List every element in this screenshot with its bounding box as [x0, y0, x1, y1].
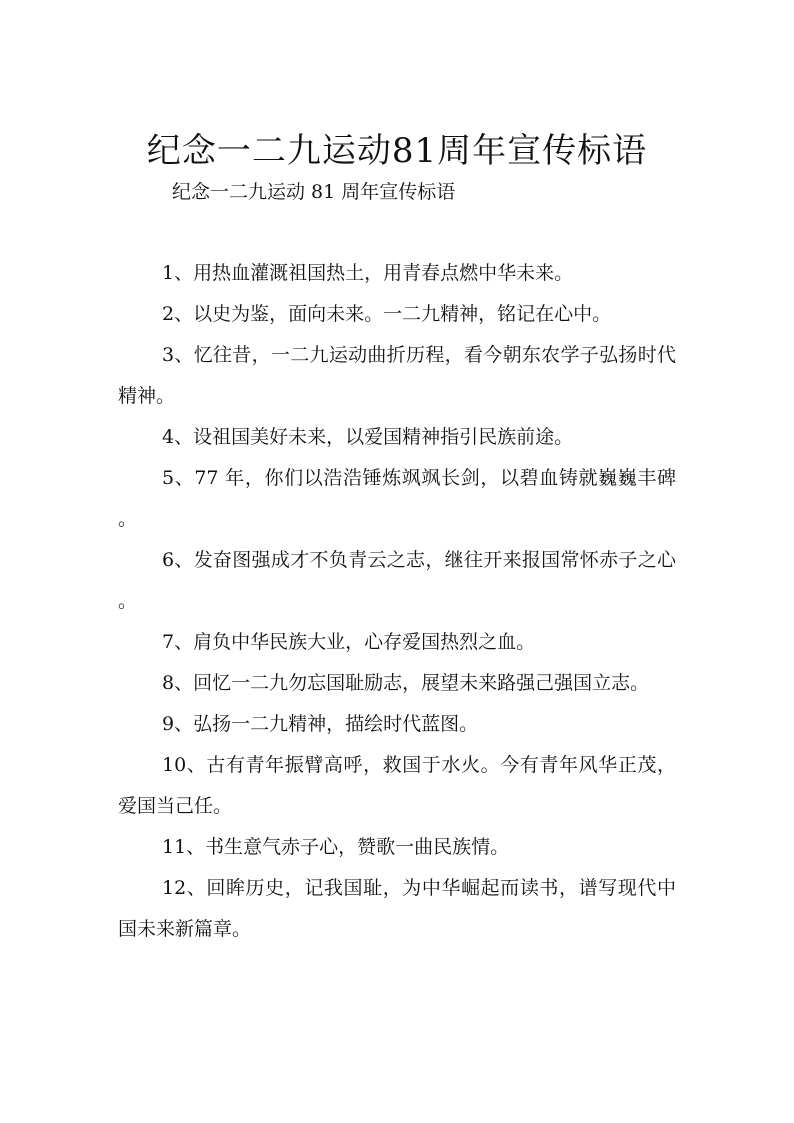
slogan-item-3: 3、忆往昔，一二九运动曲折历程，看今朝东农学子弘扬时代精神。	[118, 344, 676, 407]
slogan-list	[118, 253, 676, 950]
slogan-item-11: 11、书生意气赤子心，赞歌一曲民族情。	[162, 836, 510, 858]
slogan-item-8: 8、回忆一二九勿忘国耻励志，展望未来路强己强国立志。	[162, 672, 650, 694]
document-title: 纪念一二九运动81周年宣传标语	[146, 130, 648, 171]
document-subtitle: 纪念一二九运动 81 周年宣传标语	[172, 181, 456, 203]
slogan-item-6: 6、发奋图强成才不负青云之志，继往开来报国常怀赤子之心。	[118, 549, 676, 612]
slogan-item-9: 9、弘扬一二九精神，描绘时代蓝图。	[162, 713, 479, 735]
slogan-item-1: 1、用热血灌溉祖国热土，用青春点燃中华未来。	[162, 262, 574, 284]
slogan-item-10: 10、古有青年振臂高呼，救国于水火。今有青年风华正茂，爱国当己任。	[118, 754, 676, 817]
slogan-item-4: 4、设祖国美好未来，以爱国精神指引民族前途。	[162, 426, 574, 448]
slogan-item-12: 12、回眸历史，记我国耻，为中华崛起而读书，谱写现代中国未来新篇章。	[118, 877, 676, 940]
slogan-item-7: 7、肩负中华民族大业，心存爱国热烈之血。	[162, 631, 536, 653]
slogan-item-2: 2、以史为鉴，面向未来。一二九精神，铭记在心中。	[162, 303, 612, 325]
slogan-item-5: 5、77 年，你们以浩浩锤炼飒飒长剑，以碧血铸就巍巍丰碑。	[118, 467, 676, 530]
